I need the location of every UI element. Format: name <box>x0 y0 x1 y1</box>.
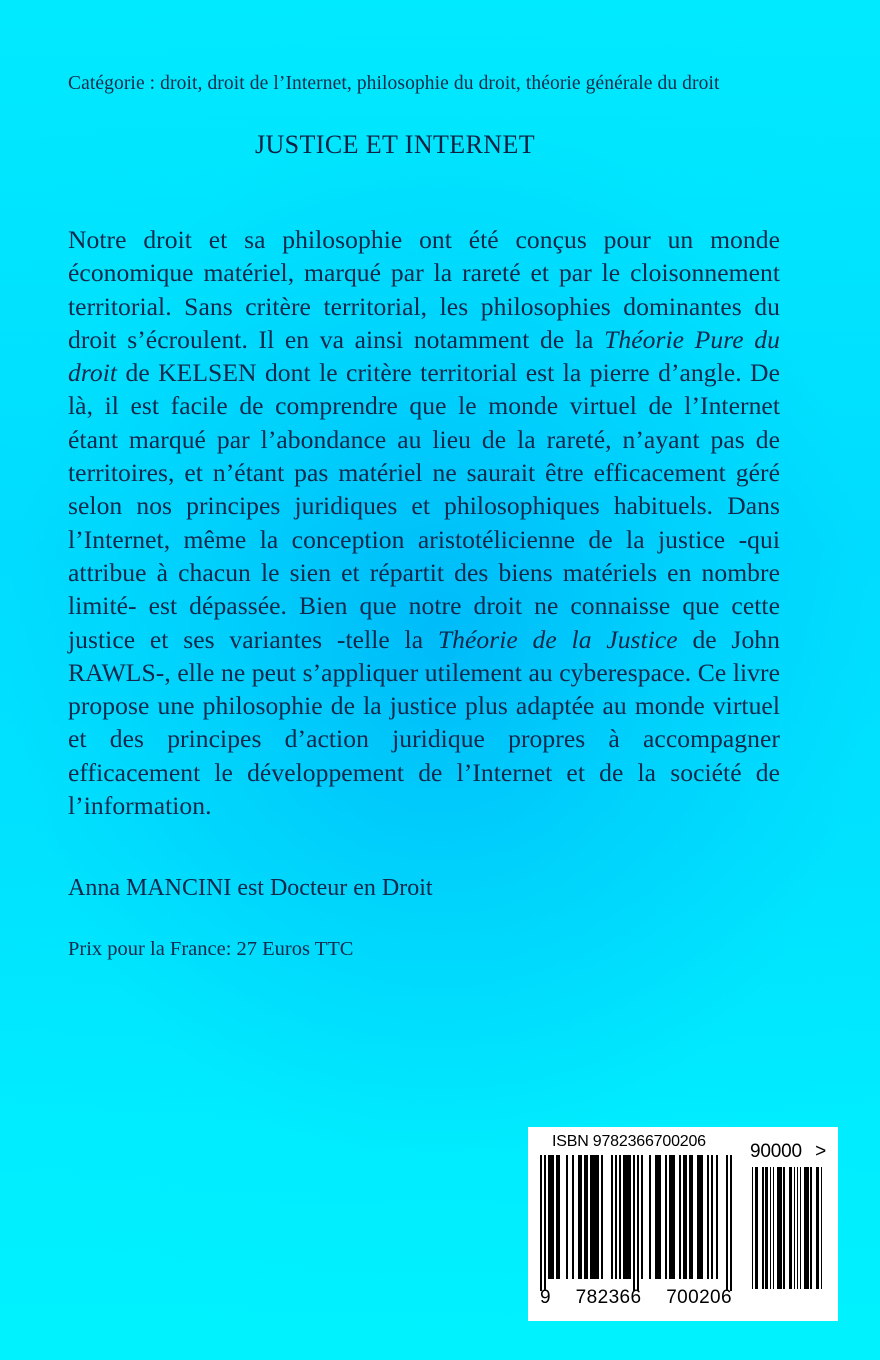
blurb-part-2: de KELSEN dont le critère territorial est la pierre d’angle. De là, il est facile de comprendre que le monde virtuel de l’Internet étant marqué par l’abondance au lieu de la rareté, n’ayant pas de territoires, et n’étant pas matériel ne saurait être efficacement géré selon nos principes juridiques et philosophiques habituels. Dans l’Internet, même la conception aristotélicienne de la justice -qui attribue à chacun le sien et répartit des biens matériels en nombre limité- est dépassée. Bien que notre droit ne connaisse que cette justice et ses variantes -telle la <box>68 358 780 654</box>
addon-value: 90000 <box>750 1141 802 1162</box>
category-line: Catégorie : droit, droit de l’Internet, philosophie du droit, théorie générale du droit <box>68 73 720 94</box>
page-title: JUSTICE ET INTERNET <box>254 130 536 159</box>
isbn-number-label: ISBN 9782366700206 <box>552 1133 706 1150</box>
ean5-addon-barcode <box>750 1141 826 1309</box>
ean-digit-first: 9 <box>540 1287 551 1308</box>
author-credential-line: Anna MANCINI est Docteur en Droit <box>68 875 433 901</box>
ean-group-left: 782366 <box>575 1287 642 1308</box>
blurb-paragraph <box>68 223 780 856</box>
addon-price-code <box>750 1141 826 1163</box>
price-line: Prix pour la France: 27 Euros TTC <box>68 938 354 960</box>
blurb-part-3: de John RAWLS-, elle ne peut s’appliquer utilement au cyberespace. Ce livre propose une philosophie de la justice plus adaptée au monde virtuel et des principes d’action juridique propres à accompagner efficacement le développement de l’Internet et de la société de l’information. <box>68 624 780 821</box>
blurb-part-1: Notre droit et sa philosophie ont été conçus pour un monde économique matériel, marqué par la rareté et par le cloisonnement territorial. Sans critère territorial, les philosophies dominantes du droit s’écroulent. Il en va ainsi notamment de la <box>68 225 780 354</box>
isbn-barcode-panel <box>528 1127 838 1321</box>
ean13-bar-pattern <box>540 1155 732 1291</box>
ean13-human-readable-digits <box>540 1287 732 1309</box>
ean-group-right: 700206 <box>666 1287 732 1308</box>
ean13-barcode <box>540 1133 732 1315</box>
blurb-italic-kelsen: Théorie Pure du droit <box>68 324 780 388</box>
ean5-bar-pattern <box>750 1167 822 1289</box>
addon-caret: > <box>815 1141 826 1162</box>
blurb-italic-rawls: Théorie de la Justice <box>437 624 678 654</box>
